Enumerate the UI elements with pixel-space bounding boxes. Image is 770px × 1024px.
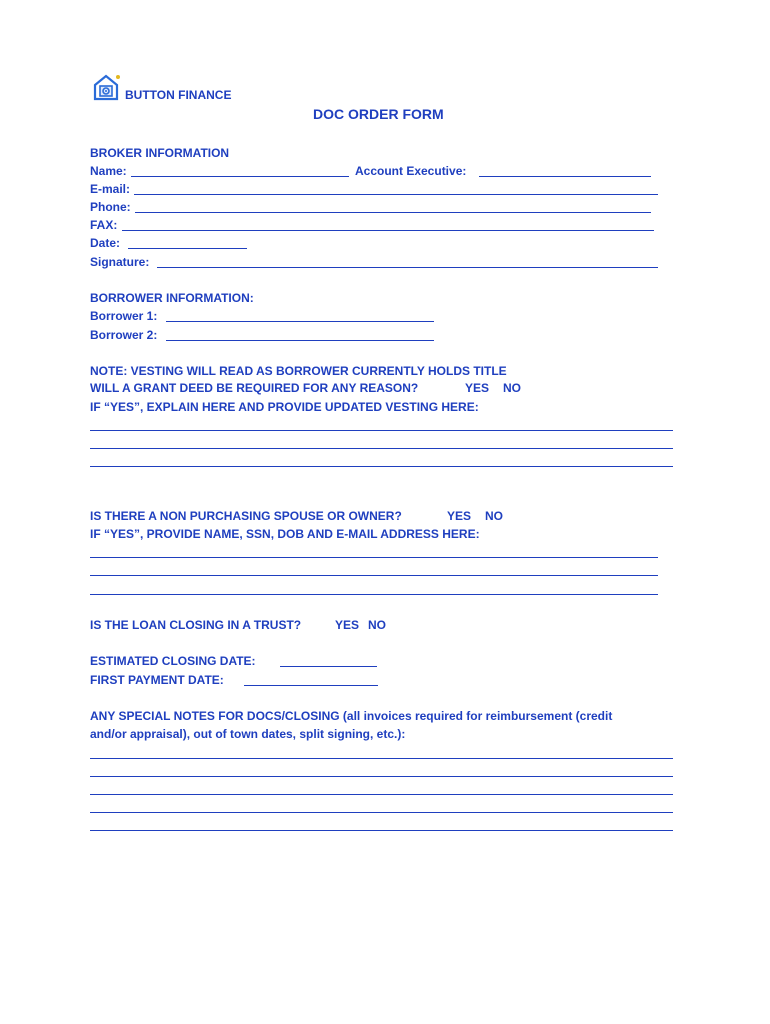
name-field[interactable] <box>131 176 349 177</box>
spouse-question: IS THERE A NON PURCHASING SPOUSE OR OWNER? <box>90 509 402 523</box>
name-label: Name: <box>90 164 127 178</box>
notes-line-1[interactable] <box>90 758 673 759</box>
broker-heading: BROKER INFORMATION <box>90 146 230 160</box>
house-icon <box>93 73 123 101</box>
spouse-yes[interactable]: YES <box>447 509 472 523</box>
date-label: Date: <box>90 236 121 250</box>
notes-line-2[interactable] <box>90 776 673 777</box>
borrower2-field[interactable] <box>166 340 434 341</box>
vesting-explain-line-1[interactable] <box>90 430 673 431</box>
company-name: BUTTON FINANCE <box>125 88 232 102</box>
account-executive-field[interactable] <box>479 176 651 177</box>
borrower1-field[interactable] <box>166 321 434 322</box>
phone-field[interactable] <box>135 212 651 213</box>
signature-field[interactable] <box>157 267 658 268</box>
notes-line-5[interactable] <box>90 830 673 831</box>
phone-label: Phone: <box>90 200 131 214</box>
fax-label: FAX: <box>90 218 118 232</box>
grant-deed-question: WILL A GRANT DEED BE REQUIRED FOR ANY REASON? <box>90 381 419 395</box>
special-notes-label-2: and/or appraisal), out of town dates, split signing, etc.): <box>90 727 406 741</box>
borrower-heading: BORROWER INFORMATION: <box>90 291 254 305</box>
account-executive-label: Account Executive: <box>355 164 467 178</box>
spouse-info-line-3[interactable] <box>90 594 658 595</box>
borrower2-label: Borrower 2: <box>90 328 158 342</box>
first-payment-field[interactable] <box>244 685 378 686</box>
grant-deed-yes[interactable]: YES <box>465 381 490 395</box>
date-field[interactable] <box>128 248 247 249</box>
grant-deed-no[interactable]: NO <box>503 381 521 395</box>
trust-no[interactable]: NO <box>368 618 386 632</box>
trust-question: IS THE LOAN CLOSING IN A TRUST? <box>90 618 302 632</box>
vesting-explain-line-2[interactable] <box>90 448 673 449</box>
email-label: E-mail: <box>90 182 131 196</box>
spouse-provide-label: IF “YES”, PROVIDE NAME, SSN, DOB AND E-MAIL ADDRESS HERE: <box>90 527 480 541</box>
special-notes-label-1: ANY SPECIAL NOTES FOR DOCS/CLOSING (all invoices required for reimbursement (credit <box>90 709 613 723</box>
vesting-explain-label: IF “YES”, EXPLAIN HERE AND PROVIDE UPDATED VESTING HERE: <box>90 400 479 414</box>
form-title: DOC ORDER FORM <box>313 106 444 122</box>
closing-date-label: ESTIMATED CLOSING DATE: <box>90 654 256 668</box>
spouse-info-line-2[interactable] <box>90 575 658 576</box>
vesting-explain-line-3[interactable] <box>90 466 673 467</box>
notes-line-4[interactable] <box>90 812 673 813</box>
closing-date-field[interactable] <box>280 666 377 667</box>
email-field[interactable] <box>134 194 658 195</box>
vesting-note: NOTE: VESTING WILL READ AS BORROWER CURRENTLY HOLDS TITLE <box>90 364 507 378</box>
borrower1-label: Borrower 1: <box>90 309 158 323</box>
first-payment-label: FIRST PAYMENT DATE: <box>90 673 224 687</box>
spouse-no[interactable]: NO <box>485 509 503 523</box>
signature-label: Signature: <box>90 255 150 269</box>
fax-field[interactable] <box>122 230 654 231</box>
notes-line-3[interactable] <box>90 794 673 795</box>
spouse-info-line-1[interactable] <box>90 557 658 558</box>
trust-yes[interactable]: YES <box>335 618 360 632</box>
